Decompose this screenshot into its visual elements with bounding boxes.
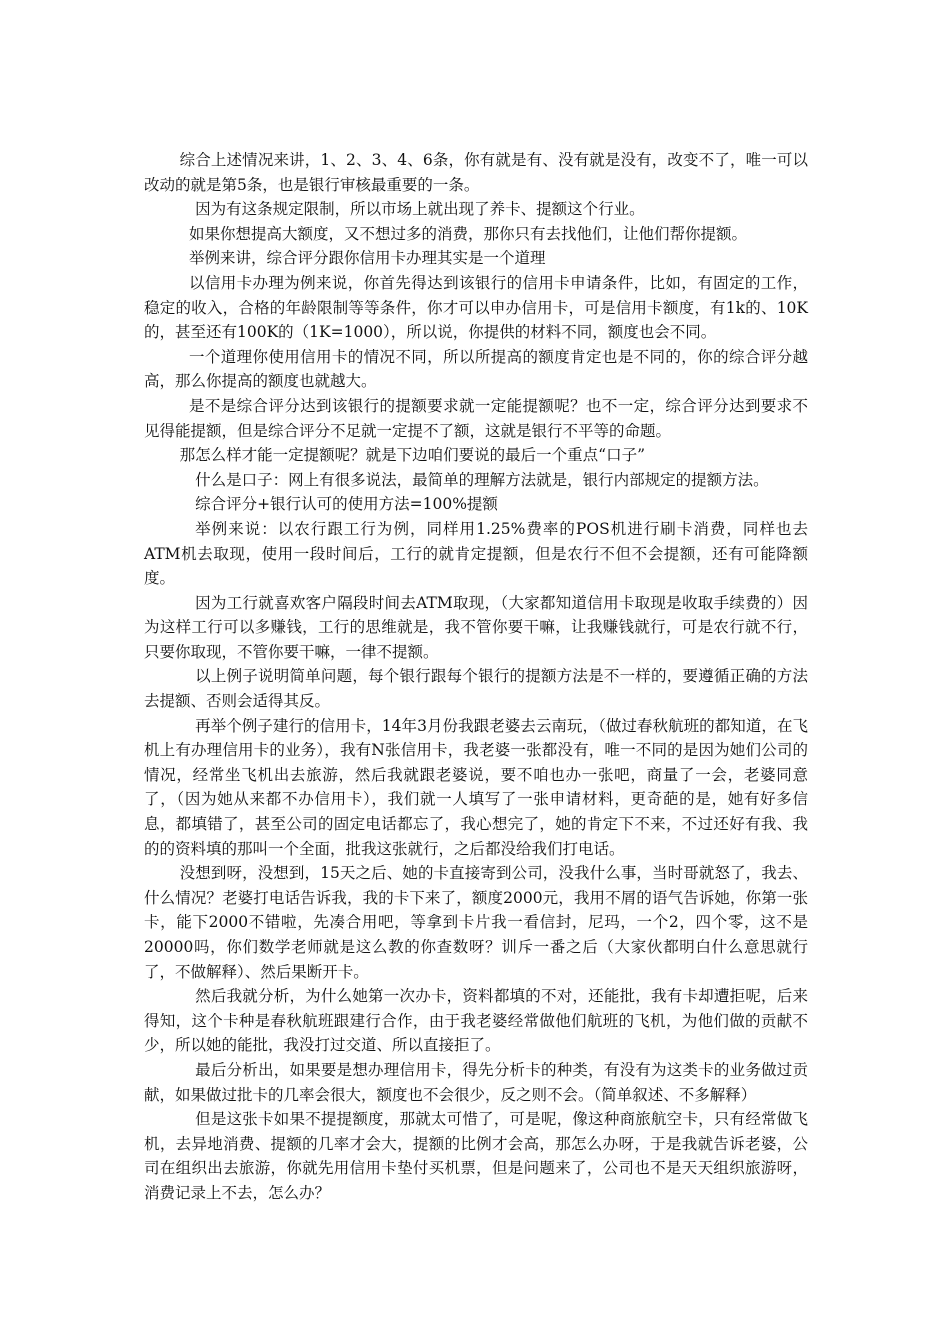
paragraph-formula: 综合评分+银行认可的使用方法=100%提额 (195, 495, 498, 514)
paragraph-usage-difference: 一个道理你使用信用卡的情况不同，所以所提高的额度肯定也是不同的，你的综合评分越高，那么你提高的额度也就越大。 (144, 347, 808, 391)
paragraph-conclusion: 以上例子说明简单问题，每个银行跟每个银行的提额方法是不一样的，要遵循正确的方法去提额、否则会适得其反。 (144, 667, 808, 711)
paragraph-score-question: 是不是综合评分达到该银行的提额要求就一定能提额呢？也不一定，综合评分达到要求不见得能提额，但是综合评分不足就一定提不了额，这就是银行不平等的命题。 (144, 396, 808, 440)
paragraph-card-arrived: 没想到呀，没想到，15天之后、她的卡直接寄到公司，没我什么事，当时哥就怒了，我去、什么情况？老婆打电话告诉我，我的卡下来了，额度2000元，我用不屑的语气告诉她，你第一张卡，能下2000不错啦，先凑合用吧，等拿到卡片我一看信封，尼玛，一个2，四个零，这不是20000吗，你们数学老师就是这么教的你查数呀？训斥一番之后（大家伙都明白什么意思就行了，不做解释）、然后果断开卡。 (144, 864, 808, 981)
paragraph-application-example: 以信用卡办理为例来说，你首先得达到该银行的信用卡申请条件，比如，有固定的工作，稳定的收入，合格的年龄限制等等条件，你才可以申办信用卡，可是信用卡额度，有1k的、10K的，甚至还有100K的（1K=1000），所以说，你提供的材料不同，额度也会不同。 (144, 273, 808, 342)
paragraph-final-analysis: 最后分析出，如果要是想办理信用卡，得先分析卡的种类，有没有为这类卡的业务做过贡献，如果做过批卡的几率会很大，额度也不会很少，反之则不会。（简单叙述、不多解释） (144, 1060, 808, 1104)
paragraph-definition: 什么是口子：网上有很多说法，最简单的理解方法就是，银行内部规定的提额方法。 (195, 470, 769, 489)
paragraph-bank-example: 举例来说：以农行跟工行为例，同样用1.25%费率的POS机进行刷卡消费，同样也去ATM机去取现，使用一段时间后，工行的就肯定提额，但是农行不但不会提额，还有可能降额度。 (144, 519, 808, 588)
paragraph-travel-card: 但是这张卡如果不提提额度，那就太可惜了，可是呢，像这种商旅航空卡，只有经常做飞机，去异地消费、提额的几率才会大，提额的比例才会高，那怎么办呀，于是我就告诉老婆，公司在组织出去旅游，你就先用信用卡垫付买机票，但是问题来了，公司也不是天天组织旅游呀，消费记录上不去，怎么办？ (144, 1110, 808, 1202)
document-page (144, 148, 808, 1206)
paragraph-raise-limit: 如果你想提高大额度，又不想过多的消费，那你只有去找他们，让他们帮你提额。 (188, 224, 747, 243)
paragraph-example-intro: 举例来讲，综合评分跟你信用卡办理其实是一个道理 (188, 249, 546, 268)
paragraph-ccb-story: 再举个例子建行的信用卡，14年3月份我跟老婆去云南玩，（做过春秋航班的都知道，在飞机上有办理信用卡的业务），我有N张信用卡，我老婆一张都没有，唯一不同的是因为她们公司的情况，经常坐飞机出去旅游，然后我就跟老婆说，要不咱也办一张吧，商量了一会，老婆同意了，（因为她从来都不办信用卡），我们就一人填写了一张申请材料，更奇葩的是，她有好多信息，都填错了，甚至公司的固定电话都忘了，我心想完了，她的肯定下不来，不过还好有我、我的的资料填的那叫一个全面，批我这张就行，之后都没给我们打电话。 (144, 716, 808, 858)
paragraph-analysis: 然后我就分析，为什么她第一次办卡，资料都填的不对，还能批，我有卡却遭拒呢，后来得知，这个卡种是春秋航班跟建行合作，由于我老婆经常做他们航班的飞机，为他们做的贡献不少，所以她的能批，我没打过交道、所以直接拒了。 (144, 987, 808, 1055)
paragraph-icbc-cash: 因为工行就喜欢客户隔段时间去ATM取现，（大家都知道信用卡取现是收取手续费的）因为这样工行可以多赚钱，工行的思维就是，我不管你要干嘛，让我赚钱就行，可是农行就不行，只要你取现，不管你要干嘛，一律不提额。 (144, 593, 808, 661)
paragraph-key-point: 那怎么样才能一定提额呢？就是下边咱们要说的最后一个重点“口子” (179, 446, 645, 465)
paragraph-industry: 因为有这条规定限制，所以市场上就出现了养卡、提额这个行业。 (195, 200, 645, 219)
paragraph-summary: 综合上述情况来讲，1、2、3、4、6条，你有就是有、没有就是没有，改变不了，唯一可以改动的就是第5条，也是银行审核最重要的一条。 (144, 151, 808, 194)
